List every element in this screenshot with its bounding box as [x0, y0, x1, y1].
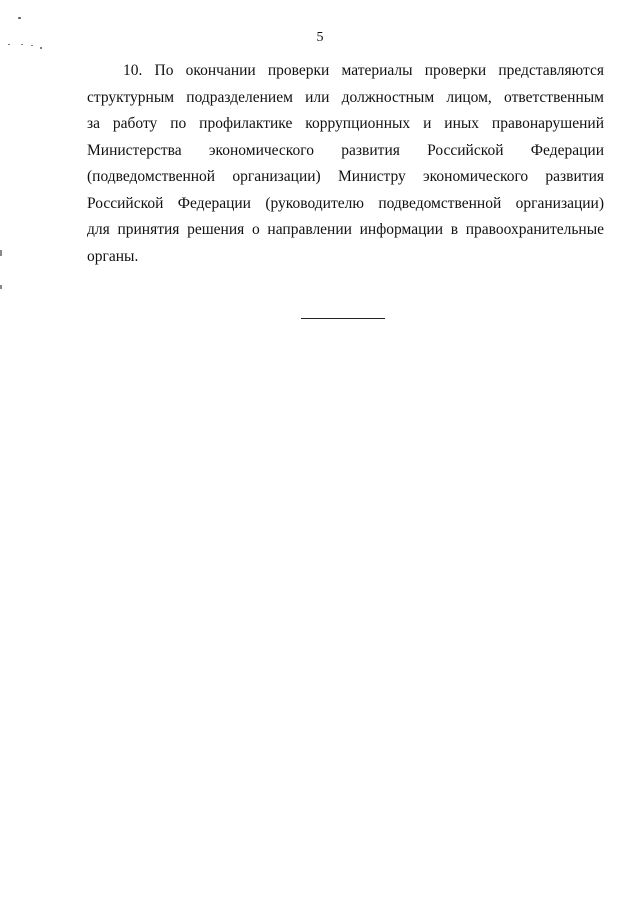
scan-edge-mark — [0, 250, 2, 256]
paragraph-line: за работу по профилактике коррупционных и иных правонарушений — [87, 115, 604, 132]
end-separator-line — [301, 318, 385, 319]
scan-speck — [18, 17, 21, 19]
scan-speck — [21, 44, 23, 45]
scan-edge-mark — [0, 285, 2, 289]
paragraph-10 — [87, 62, 604, 274]
paragraph-line: органы. — [87, 247, 139, 265]
scan-speck — [8, 44, 10, 45]
paragraph-line: для принятия решения о направлении информации в правоохранительные — [87, 221, 604, 238]
paragraph-line: Российской Федерации (руководителю подведомственной организации) — [87, 194, 604, 212]
paragraph-line: Министерства экономического развития Российской Федерации — [87, 141, 604, 159]
scan-speck — [40, 47, 42, 49]
paragraph-line: структурным подразделением или должностным лицом, ответственным — [87, 88, 604, 106]
paragraph-line: (подведомственной организации) Министру экономического развития — [87, 168, 604, 185]
page-number: 5 — [316, 30, 324, 45]
paragraph-line: 10. По окончании проверки материалы проверки представляются — [123, 62, 604, 79]
scan-speck — [31, 45, 33, 46]
